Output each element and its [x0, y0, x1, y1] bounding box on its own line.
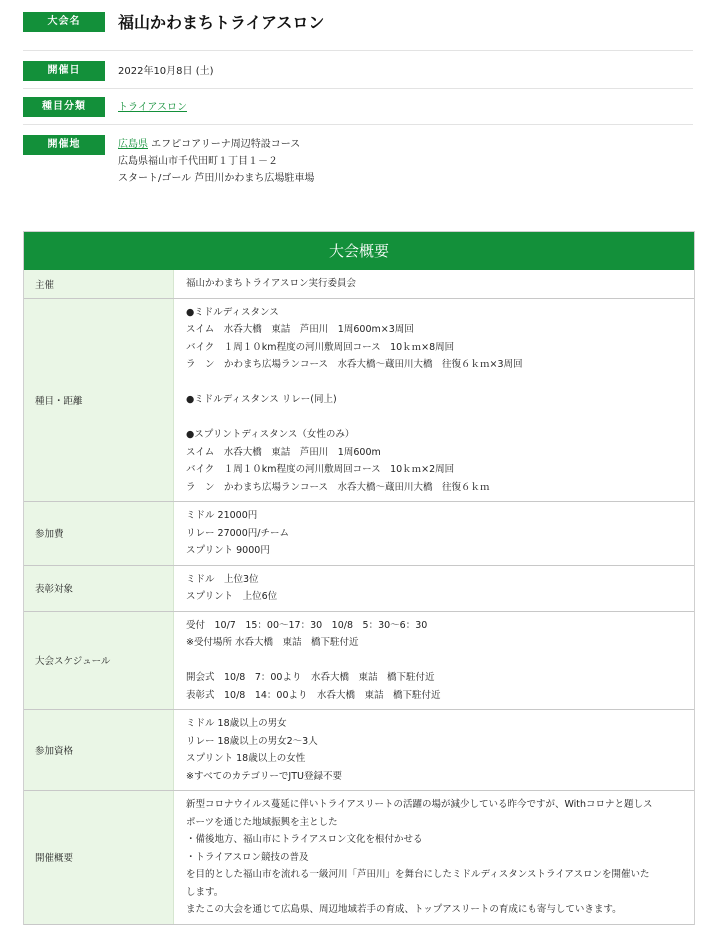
overview-line: します。 [186, 886, 224, 898]
label-date: 開催日 [23, 61, 105, 81]
venue-start-goal: スタート/ゴール 芦田川かわまち広場駐車場 [118, 173, 315, 184]
overview-row-value [174, 502, 694, 565]
overview-row-value [174, 270, 694, 298]
overview-row [24, 710, 694, 791]
prefecture-link[interactable]: 広島県 [118, 139, 148, 150]
event-title: 福山かわまちトライアスロン [118, 13, 325, 32]
overview-row-key: 大会スケジュール [24, 612, 174, 710]
overview-line: ●ミドルディスタンス [186, 306, 279, 318]
overview-line: リレー 27000円/チーム [186, 527, 289, 539]
venue-line-1 [118, 136, 314, 153]
overview-line: ミドル 21000円 [186, 510, 258, 521]
overview-line: ミドル 上位3位 [186, 573, 259, 585]
category-link[interactable]: トライアスロン [118, 102, 187, 113]
divider [23, 124, 693, 125]
overview-line: ポーツを通じた地域振興を主とした [186, 816, 338, 828]
overview-line: ※受付場所 水呑大橋 東詰 橋下駐付近 [186, 637, 359, 648]
overview-line [186, 374, 694, 392]
venue-value [118, 136, 314, 187]
overview-line: スプリント 9000円 [186, 545, 270, 556]
overview-line: 受付 10/7 15：00～17：30 10/8 5：30～6：30 [186, 619, 428, 631]
label-event-name: 大会名 [23, 12, 105, 32]
overview-line: スイム 水呑大橋 東詰 芦田川 1周600m×3周回 [186, 324, 414, 335]
overview-row-value [174, 566, 694, 611]
divider [23, 88, 693, 89]
venue-address: 広島県福山市千代田町１丁目１－２ [118, 156, 278, 167]
venue-place: エフピコアリーナ周辺特設コース [148, 139, 301, 150]
overview-row [24, 612, 694, 711]
overview-row-key: 主催 [24, 270, 174, 298]
overview-row-key: 開催概要 [24, 791, 174, 924]
overview-row [24, 791, 694, 925]
overview-line: ●スプリントディスタンス（女性のみ） [186, 429, 355, 440]
overview-row-value [174, 299, 694, 502]
overview-line: バイク １周１０km程度の河川敷周回コース 10ｋｍ×8周回 [186, 341, 455, 353]
overview-line [186, 409, 694, 427]
overview-line: バイク １周１０km程度の河川敷周回コース 10ｋｍ×2周回 [186, 464, 455, 475]
overview-line: スイム 水呑大橋 東詰 芦田川 1周600m [186, 446, 381, 458]
overview-line: ※すべてのカテゴリーでJTU登録不要 [186, 770, 342, 782]
label-venue: 開催地 [23, 135, 105, 155]
overview-line [186, 652, 694, 670]
overview-row [24, 299, 694, 503]
overview-row-key: 参加費 [24, 502, 174, 565]
overview-line: スプリント 18歳以上の女性 [186, 753, 306, 764]
overview-line: リレー 18歳以上の男女2～3人 [186, 735, 318, 747]
category-value [118, 99, 187, 116]
overview-row-key: 参加資格 [24, 710, 174, 790]
overview-line: 福山かわまちトライアスロン実行委員会 [186, 278, 357, 289]
overview-row-key: 種目・距離 [24, 299, 174, 502]
overview-line: ・トライアスロン競技の普及 [186, 851, 309, 863]
overview-line: またこの大会を通じて広島県、周辺地域若手の育成、トップアスリートの育成にも寄与していきます。 [186, 904, 622, 915]
overview-header: 大会概要 [24, 232, 694, 270]
overview-row-value [174, 710, 694, 790]
overview-row-value [174, 791, 694, 924]
event-date: 2022年10月8日 (土) [118, 66, 214, 77]
overview-row-key: 表彰対象 [24, 566, 174, 611]
overview-line: ラ ン かわまち広場ランコース 水呑大橋～蔵田川大橋 往復６ｋｍ×3周回 [186, 359, 523, 370]
overview-line: を目的とした福山市を流れる一級河川「芦田川」を舞台にしたミドルディスタンストライアスロンを開催いた [186, 869, 650, 880]
overview-line: 表彰式 10/8 14：00より 水呑大橋 東詰 橋下駐付近 [186, 689, 441, 701]
overview-line: スプリント 上位6位 [186, 591, 278, 602]
overview-table [23, 231, 695, 925]
overview-line: ラ ン かわまち広場ランコース 水呑大橋～蔵田川大橋 往復６ｋｍ [186, 481, 490, 493]
overview-row [24, 566, 694, 612]
overview-rows [24, 270, 694, 925]
overview-line: ミドル 18歳以上の男女 [186, 718, 287, 729]
label-category: 種目分類 [23, 97, 105, 117]
overview-line: ●ミドルディスタンス リレー(同上) [186, 394, 337, 405]
divider [23, 50, 693, 51]
overview-line: 開会式 10/8 7：00より 水呑大橋 東詰 橋下駐付近 [186, 672, 435, 683]
overview-line: ・備後地方、福山市にトライアスロン文化を根付かせる [186, 834, 423, 845]
overview-line: 新型コロナウイルス蔓延に伴いトライアスリートの活躍の場が減少している昨今ですが、Withコロナと題しス [186, 799, 653, 810]
overview-row [24, 502, 694, 566]
overview-row [24, 270, 694, 299]
overview-row-value [174, 612, 694, 710]
